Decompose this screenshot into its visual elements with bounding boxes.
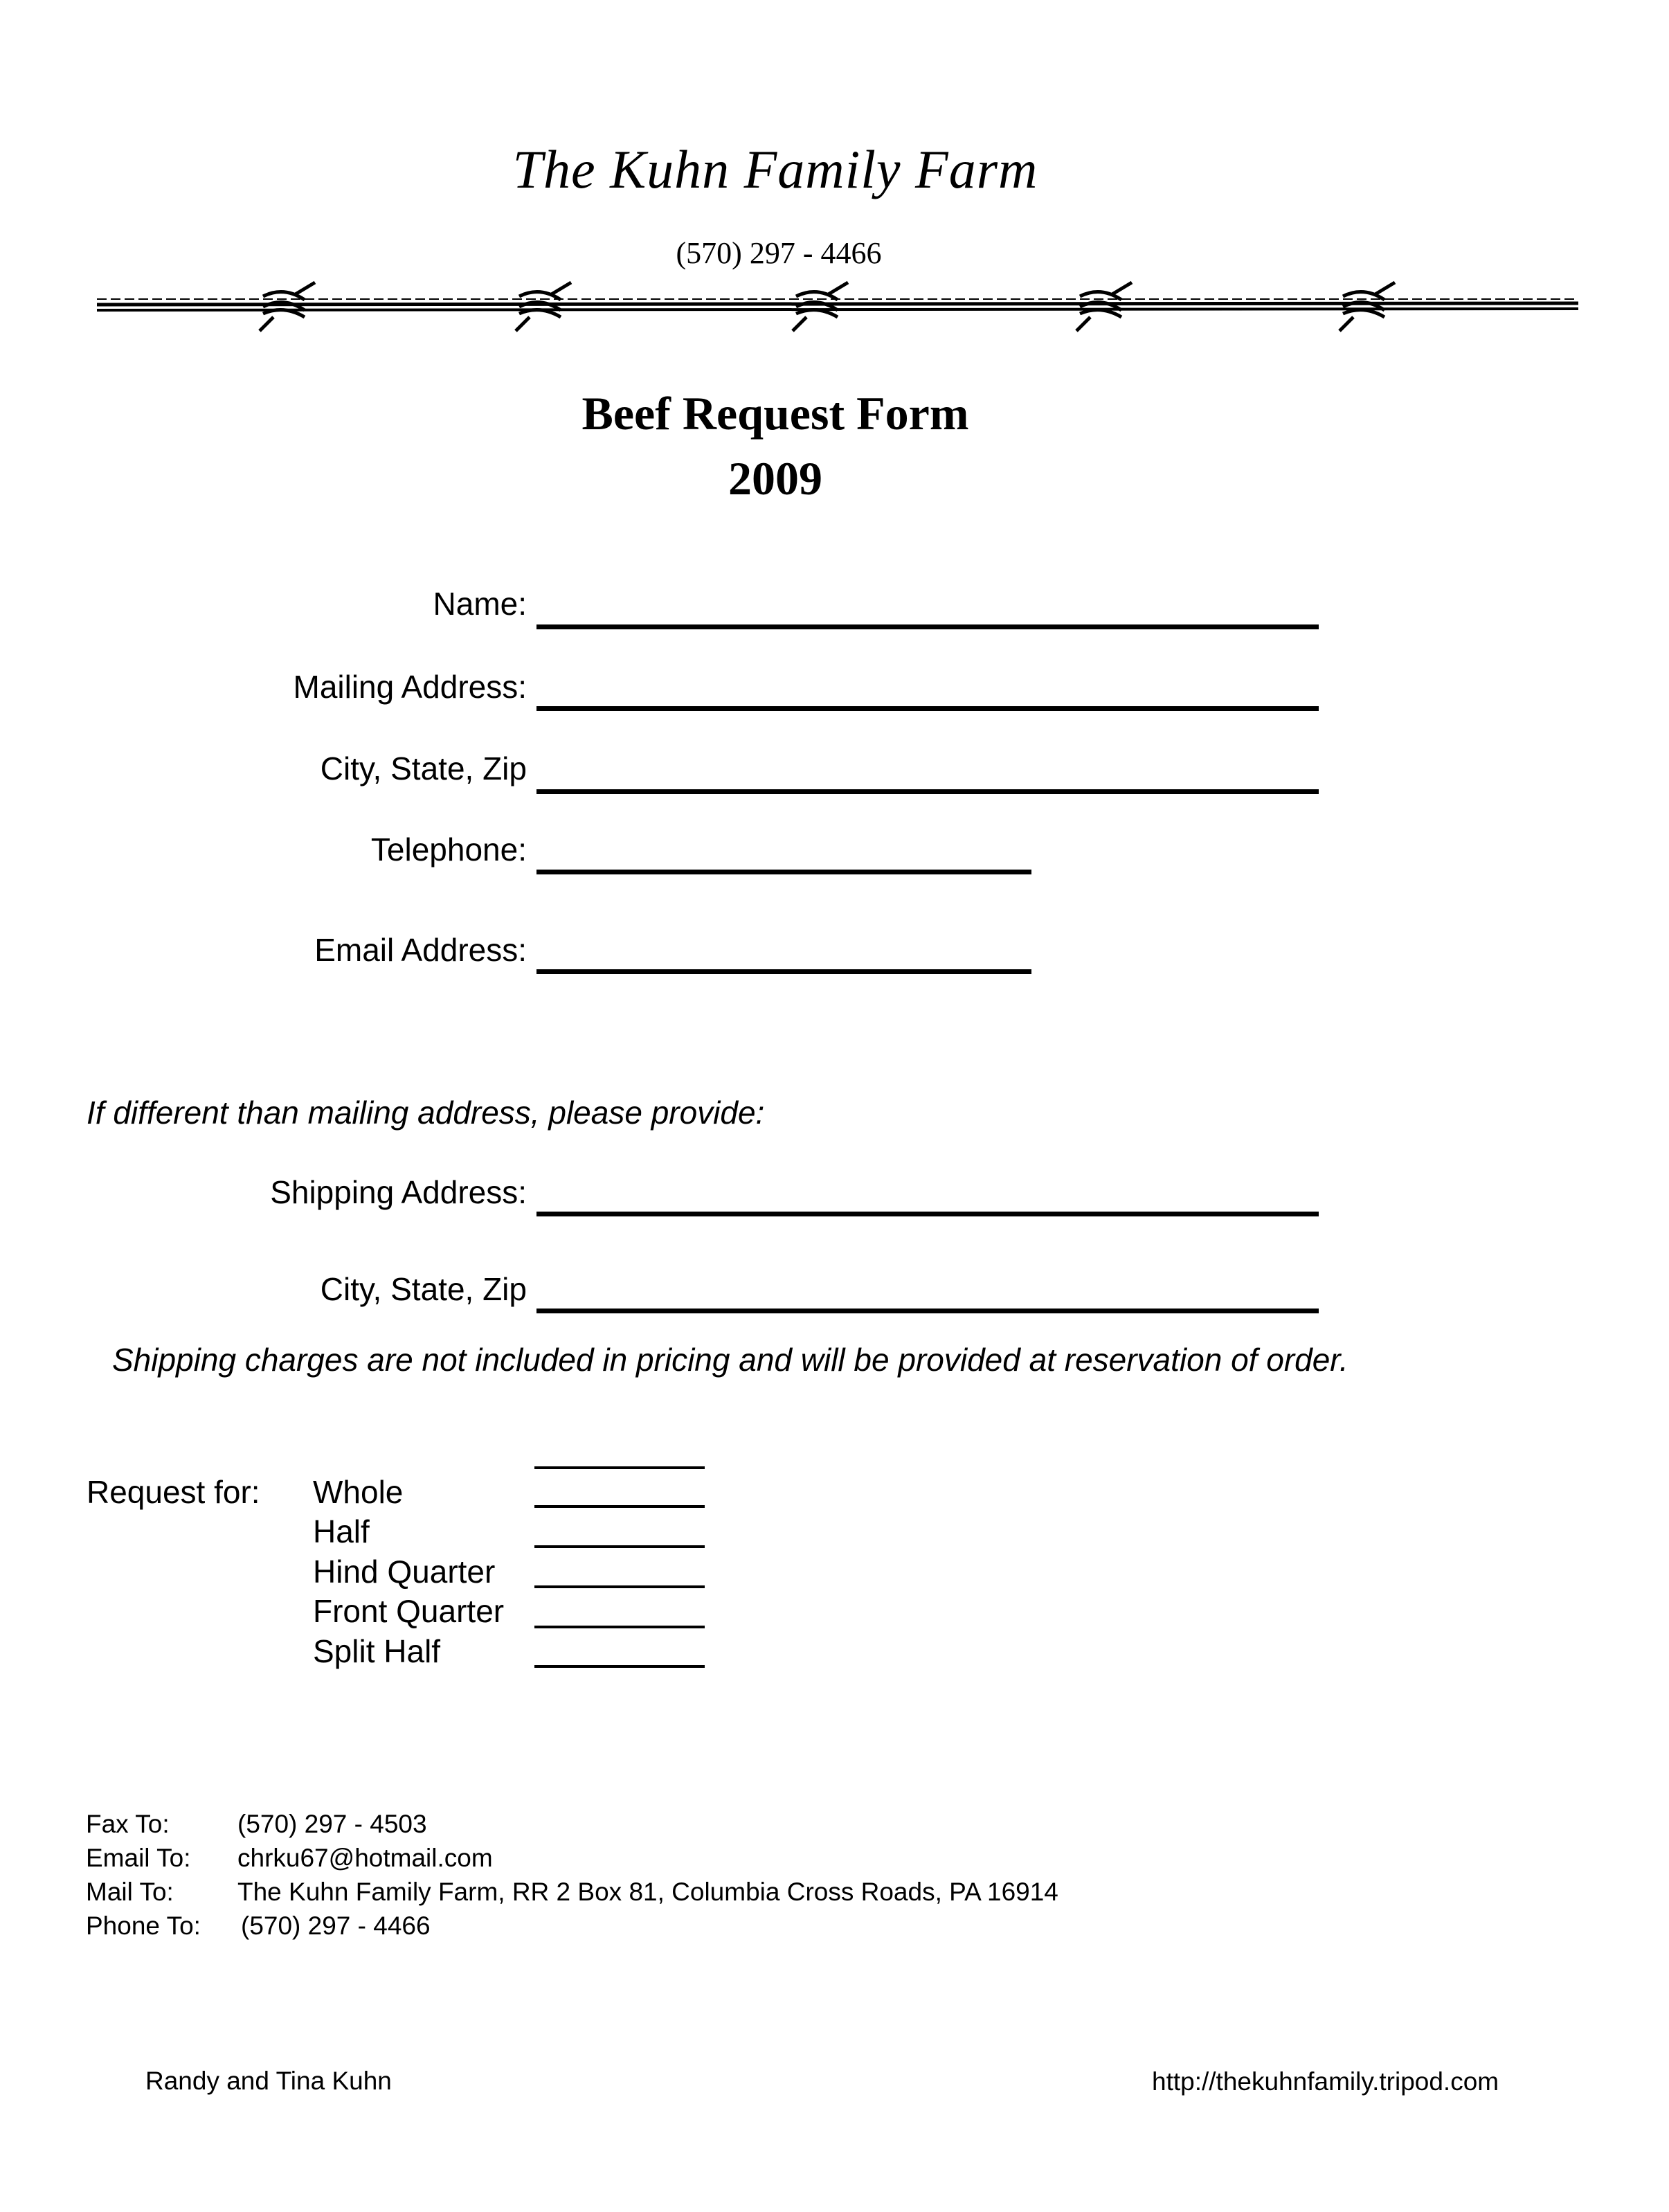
city-state-zip-label: City, State, Zip [320,750,527,786]
name-field-line[interactable] [536,624,1319,629]
shipping-instructions: If different than mailing address, please provide: [87,1095,765,1131]
option-front-quarter: Front Quarter [313,1593,505,1629]
request-blank-line[interactable] [534,1665,705,1668]
form-title: Beef Request Form [581,387,969,440]
shipping-city-state-zip-field-line[interactable] [536,1309,1319,1313]
fax-label: Fax To: [86,1810,170,1838]
option-hind-quarter: Hind Quarter [313,1554,496,1590]
name-label: Name: [433,586,527,622]
email-label: Email To: [86,1844,191,1872]
shipping-city-state-zip-label: City, State, Zip [320,1271,527,1307]
fax-value: (570) 297 - 4503 [237,1810,427,1838]
request-blank-line[interactable] [534,1466,705,1469]
option-whole: Whole [313,1474,404,1510]
request-blank-line[interactable] [534,1545,705,1548]
mail-value: The Kuhn Family Farm, RR 2 Box 81, Columbia Cross Roads, PA 16914 [237,1878,1058,1906]
phone-value: (570) 297 - 4466 [241,1912,431,1940]
email-address-field-line[interactable] [536,969,1031,974]
mailing-address-label: Mailing Address: [293,669,527,705]
request-blank-line[interactable] [534,1585,705,1588]
option-half: Half [313,1513,370,1549]
farm-name-logo: The Kuhn Family Farm [512,139,1038,199]
request-blank-line[interactable] [534,1626,705,1628]
phone-label: Phone To: [86,1912,201,1940]
telephone-label: Telephone: [370,831,527,867]
owner-names: Randy and Tina Kuhn [145,2067,392,2095]
mailing-address-field-line[interactable] [536,706,1319,711]
shipping-address-field-line[interactable] [536,1212,1319,1216]
farm-phone: (570) 297 - 4466 [676,236,882,270]
website-link[interactable]: http://thekuhnfamily.tripod.com [1152,2067,1499,2096]
city-state-zip-field-line[interactable] [536,789,1319,794]
option-split-half: Split Half [313,1633,441,1669]
barbed-wire-divider [97,269,1578,345]
mail-label: Mail To: [86,1878,174,1906]
telephone-field-line[interactable] [536,870,1031,874]
form-year: 2009 [728,452,822,505]
shipping-charges-note: Shipping charges are not included in pricing and will be provided at reservation of order. [112,1342,1348,1378]
email-value[interactable]: chrku67@hotmail.com [237,1844,493,1872]
request-for-label: Request for: [87,1474,260,1510]
email-address-label: Email Address: [314,932,527,968]
shipping-address-label: Shipping Address: [270,1174,527,1210]
request-blank-line[interactable] [534,1505,705,1508]
